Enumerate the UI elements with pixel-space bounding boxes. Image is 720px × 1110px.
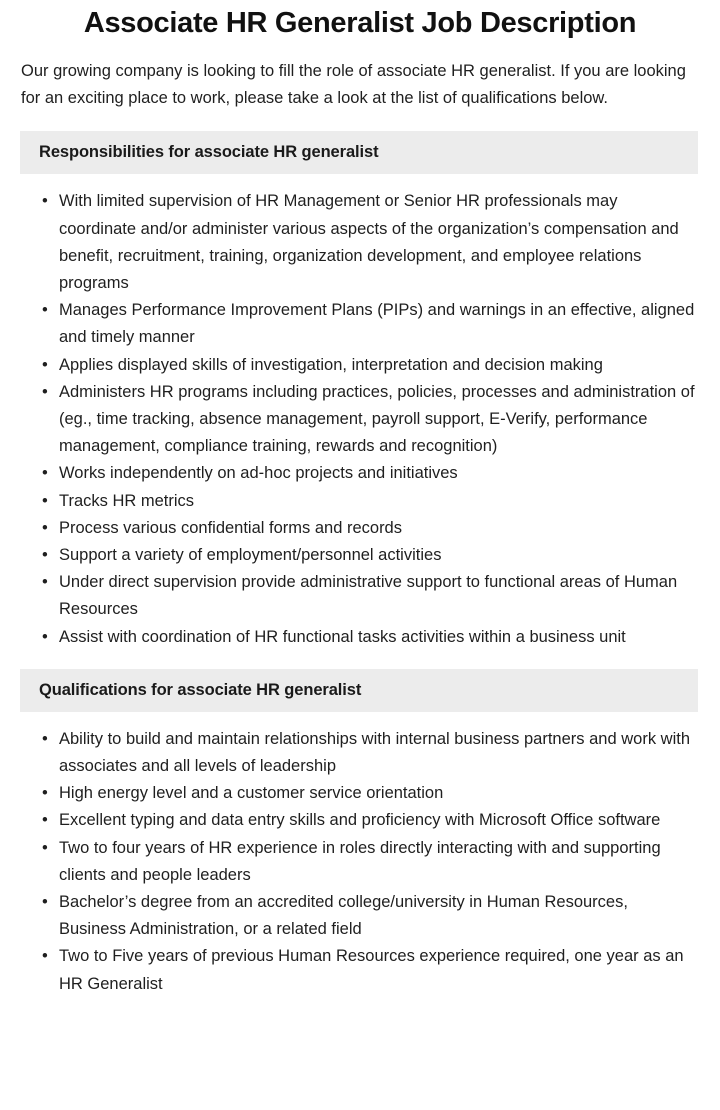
list-item: • Assist with coordination of HR functional tasks activities within a business unit (0, 624, 720, 651)
list-item: • Administers HR programs including practices, policies, processes and administration of (eg., time tracking, absence management, payroll support, E-Verify, performance management, compliance training, rewards and recognition) (0, 379, 720, 461)
list-item: • Excellent typing and data entry skills and proficiency with Microsoft Office software (0, 807, 720, 834)
responsibilities-list (0, 174, 720, 650)
list-item: • High energy level and a customer service orientation (0, 780, 720, 807)
list-item: • Works independently on ad-hoc projects and initiatives (0, 460, 720, 487)
list-item: • Process various confidential forms and records (0, 515, 720, 542)
list-item: • Applies displayed skills of investigation, interpretation and decision making (0, 352, 720, 379)
list-item: • Under direct supervision provide administrative support to functional areas of Human Resources (0, 569, 720, 623)
section-heading-label: Qualifications for associate HR generalist (39, 680, 362, 699)
page-title: Associate HR Generalist Job Description (83, 7, 637, 39)
list-item: • Ability to build and maintain relationships with internal business partners and work with associates and all levels of leadership (0, 726, 720, 780)
list-item: • Support a variety of employment/personnel activities (0, 542, 720, 569)
intro-paragraph: Our growing company is looking to fill the role of associate HR generalist. If you are looking for an exciting place to work, please take a look at the list of qualifications below. (21, 62, 686, 108)
list-item: • Bachelor’s degree from an accredited college/university in Human Resources, Business Administration, or a related field (0, 889, 720, 943)
section-responsibilities (0, 131, 720, 650)
qualifications-list (0, 712, 720, 998)
section-qualifications (0, 669, 720, 998)
section-header-qualifications (20, 669, 698, 712)
page-bottom-spacer (0, 998, 720, 1018)
section-header-responsibilities (20, 131, 698, 174)
list-item: • Manages Performance Improvement Plans (PIPs) and warnings in an effective, aligned and timely manner (0, 297, 720, 351)
section-heading-label: Responsibilities for associate HR generalist (39, 143, 379, 162)
list-item: • Two to four years of HR experience in roles directly interacting with and supporting clients and people leaders (0, 835, 720, 889)
list-item: • With limited supervision of HR Management or Senior HR professionals may coordinate and/or administer various aspects of the organization’s compensation and benefit, recruitment, training, organization development, and employee relations programs (0, 188, 720, 297)
list-item: • Two to Five years of previous Human Resources experience required, one year as an HR Generalist (0, 943, 720, 997)
list-item: • Tracks HR metrics (0, 488, 720, 515)
